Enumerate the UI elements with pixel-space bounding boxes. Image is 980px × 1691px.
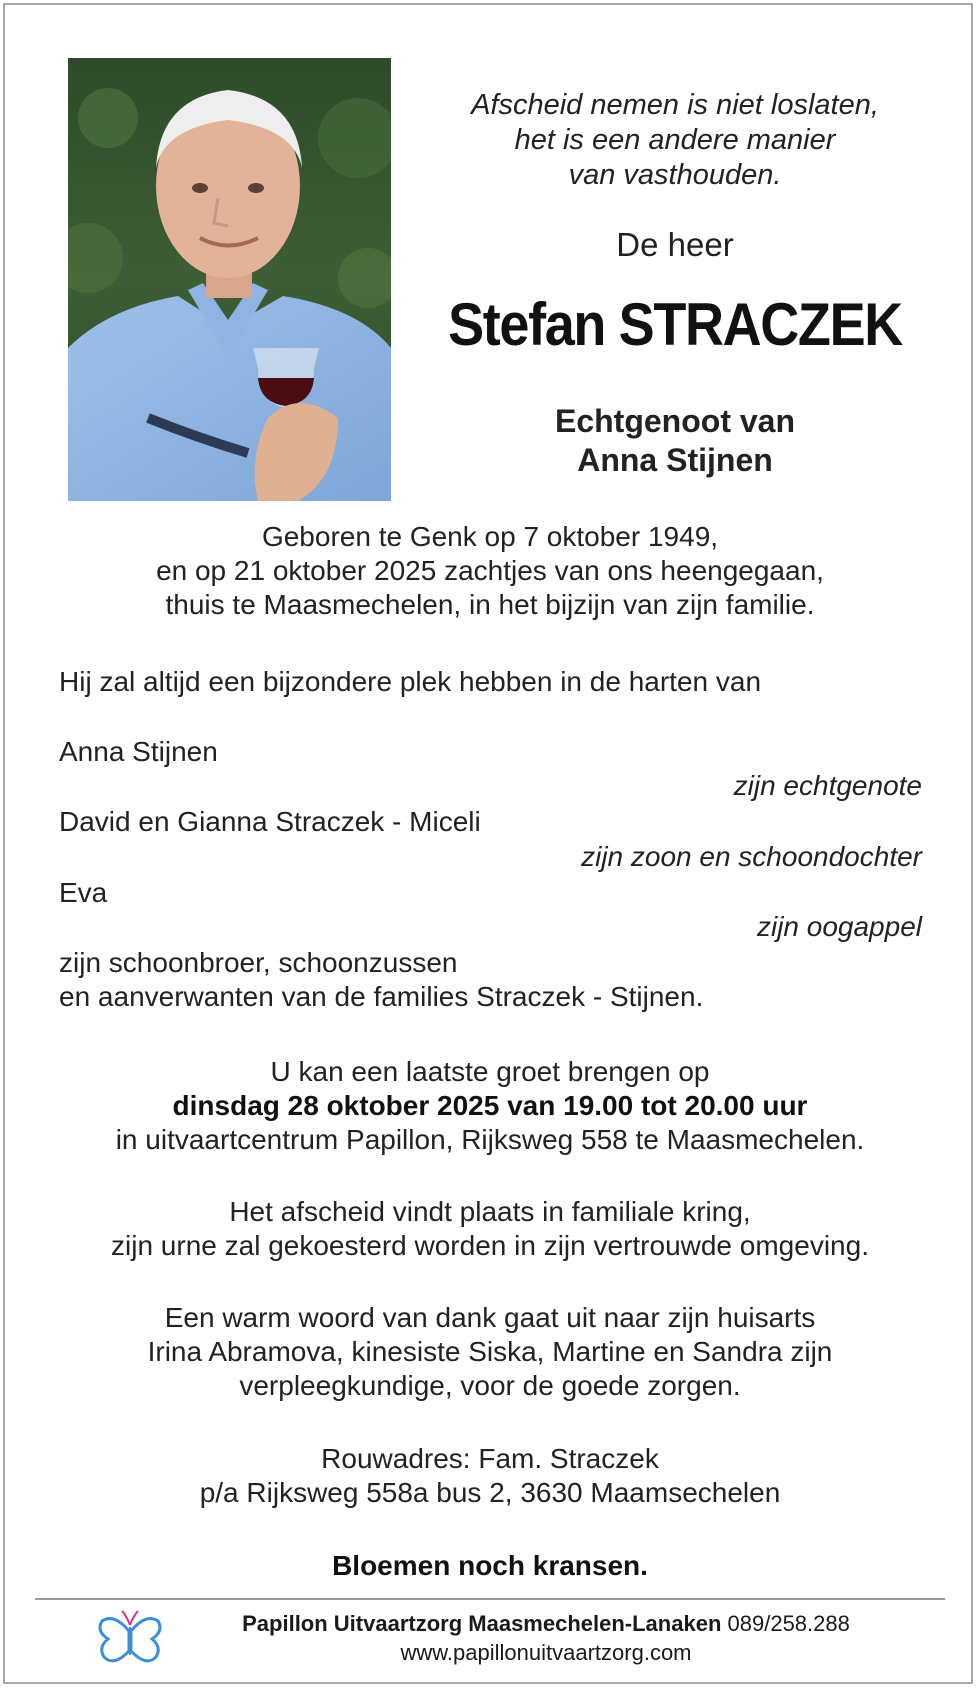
mourning-address-line: Rouwadres: Fam. Straczek xyxy=(321,1443,659,1474)
viewing-line: U kan een laatste groet brengen op xyxy=(270,1056,710,1087)
viewing-info xyxy=(40,1055,940,1157)
title-prefix: De heer xyxy=(616,226,734,263)
thanks-line: Irina Abramova, kinesiste Siska, Martine en Sandra zijn xyxy=(147,1336,833,1367)
company-phone: 089/258.288 xyxy=(727,1611,850,1636)
no-flowers-note: Bloemen noch kransen. xyxy=(332,1550,648,1581)
relatives-intro: Hij zal altijd een bijzondere plek hebben in de harten van xyxy=(59,666,762,697)
extended-family-line: zijn schoonbroer, schoonzussen xyxy=(59,947,458,978)
company-name: Papillon Uitvaartzorg Maasmechelen-Lanaken xyxy=(242,1611,722,1636)
birth-death-line: thuis te Maasmechelen, in het bijzijn van zijn familie. xyxy=(165,589,815,620)
farewell-line: Het afscheid vindt plaats in familiale kring, xyxy=(229,1196,751,1227)
farewell-info xyxy=(40,1195,940,1263)
thanks-line: verpleegkundige, voor de goede zorgen. xyxy=(239,1370,741,1401)
footer-company xyxy=(186,1611,906,1637)
relative-relation: zijn oogappel xyxy=(756,911,922,942)
portrait-photo xyxy=(68,58,391,501)
footer-divider xyxy=(35,1598,945,1600)
poem-line: Afscheid nemen is niet loslaten, xyxy=(471,89,879,121)
relative-name: Anna Stijnen xyxy=(59,736,218,767)
relative-relation: zijn zoon en schoondochter xyxy=(581,841,922,872)
viewing-datetime: dinsdag 28 oktober 2025 van 19.00 tot 20.00 uur xyxy=(172,1090,808,1121)
birth-death-info xyxy=(40,520,940,622)
poem-line: het is een andere manier xyxy=(514,124,836,156)
deceased-name: Stefan STRACZEK xyxy=(448,291,902,358)
relative-name: Eva xyxy=(59,877,108,908)
viewing-location: in uitvaartcentrum Papillon, Rijksweg 558 te Maasmechelen. xyxy=(115,1124,865,1155)
thanks-info xyxy=(40,1301,940,1403)
extended-family xyxy=(59,946,703,1014)
relative-relation: zijn echtgenote xyxy=(733,770,922,801)
birth-death-line: en op 21 oktober 2025 zachtjes van ons heengegaan, xyxy=(156,555,824,586)
relative-name: David en Gianna Straczek - Miceli xyxy=(59,806,481,837)
mourning-address xyxy=(40,1442,940,1510)
spouse-line: Anna Stijnen xyxy=(577,442,773,478)
poem-line: van vasthouden. xyxy=(568,159,782,191)
mourning-address-line: p/a Rijksweg 558a bus 2, 3630 Maamsechelen xyxy=(199,1477,781,1508)
butterfly-logo-icon xyxy=(96,1607,164,1669)
thanks-line: Een warm woord van dank gaat uit naar zijn huisarts xyxy=(164,1302,816,1333)
poem xyxy=(420,88,930,193)
spouse-line: Echtgenoot van xyxy=(554,403,795,439)
birth-death-line: Geboren te Genk op 7 oktober 1949, xyxy=(261,521,719,552)
farewell-line: zijn urne zal gekoesterd worden in zijn vertrouwde omgeving. xyxy=(111,1230,869,1261)
company-website[interactable]: www.papillonuitvaartzorg.com xyxy=(400,1640,692,1665)
spouse-info xyxy=(420,402,930,480)
extended-family-line: en aanverwanten van de families Straczek - Stijnen. xyxy=(59,981,704,1012)
